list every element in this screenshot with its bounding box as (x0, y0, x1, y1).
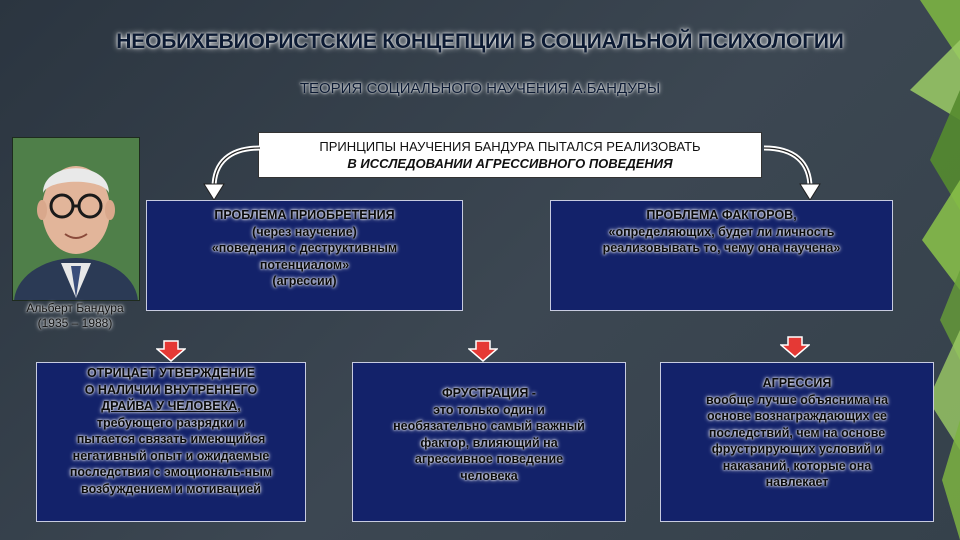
principles-line-1: ПРИНЦИПЫ НАУЧЕНИЯ БАНДУРА ПЫТАЛСЯ РЕАЛИЗОВАТЬ (319, 139, 701, 154)
portrait-caption (0, 301, 150, 331)
principles-box (258, 132, 762, 178)
negation-line: требующего разрядки и (96, 415, 246, 430)
aggression-line: последствий, чем на основе (708, 425, 886, 440)
frustration-line: человека (460, 468, 518, 483)
negation-line: ДРАЙВА У ЧЕЛОВЕКА, (101, 399, 241, 413)
slide-subtitle: ТЕОРИЯ СОЦИАЛЬНОГО НАУЧЕНИЯ А.БАНДУРЫ (299, 80, 661, 97)
aggression-line: наказаний, которые она (722, 458, 872, 473)
problem-factors-line: реализовывать то, чему она научена» (602, 241, 841, 255)
frustration-line: агрессивное поведение (414, 452, 564, 466)
principles-line-2: В ИССЛЕДОВАНИИ АГРЕССИВНОГО ПОВЕДЕНИЯ (347, 156, 673, 171)
frustration-line: ФРУСТРАЦИЯ - (442, 386, 536, 400)
negation-line: О НАЛИЧИИ ВНУТРЕННЕГО (84, 382, 258, 397)
negation-line: возбуждением и мотивацией (81, 481, 261, 496)
aggression-line: навлекает (765, 475, 829, 489)
aggression-line: основе вознаграждающих ее (706, 409, 888, 423)
portrait-years: (1935 – 1988) (37, 316, 113, 330)
negation-box (36, 362, 306, 522)
negation-line: последствия с эмоциональ-ным (69, 465, 273, 479)
down-arrow-icon (468, 340, 498, 362)
aggression-line: АГРЕССИЯ (762, 376, 832, 390)
down-arrow-icon (780, 336, 810, 358)
frustration-line: необязательно самый важный (393, 419, 585, 433)
problem-acquisition-box (146, 200, 463, 311)
frustration-line: фактор, влияющий на (420, 435, 558, 450)
problem-acquisition-line: «поведения с деструктивным (211, 241, 398, 255)
aggression-line: вообще лучше объяснима на (705, 392, 889, 407)
problem-factors-line: ПРОБЛЕМА ФАКТОРОВ, (646, 208, 797, 222)
curved-arrow-right-icon (758, 138, 824, 204)
frustration-box (352, 362, 626, 522)
problem-factors-line: «определяющих, будет ли личность (608, 224, 835, 239)
negation-line: пытается связать имеющийся (76, 432, 266, 446)
problem-acquisition-line: (агрессии) (272, 274, 337, 288)
person-portrait-icon (13, 138, 139, 300)
portrait-photo (12, 137, 140, 301)
problem-acquisition-line: (через научение) (252, 224, 357, 239)
negation-line: ОТРИЦАЕТ УТВЕРЖДЕНИЕ (86, 366, 256, 380)
aggression-line: фрустрирующих условий и (711, 442, 883, 456)
slide-title: НЕОБИХЕВИОРИСТСКИЕ КОНЦЕПЦИИ В СОЦИАЛЬНОЙ ПСИХОЛОГИИ (116, 30, 844, 53)
down-arrow-icon (156, 340, 186, 362)
problem-acquisition-line: ПРОБЛЕМА ПРИОБРЕТЕНИЯ (214, 208, 395, 222)
curved-arrow-left-icon (200, 138, 266, 204)
negation-line: негативный опыт и ожидаемые (72, 448, 270, 463)
aggression-box (660, 362, 934, 522)
frustration-line: это только один и (433, 402, 545, 417)
problem-factors-box (550, 200, 893, 311)
problem-acquisition-line: потенциалом» (259, 257, 350, 272)
portrait-name: Альберт Бандура (26, 301, 124, 315)
